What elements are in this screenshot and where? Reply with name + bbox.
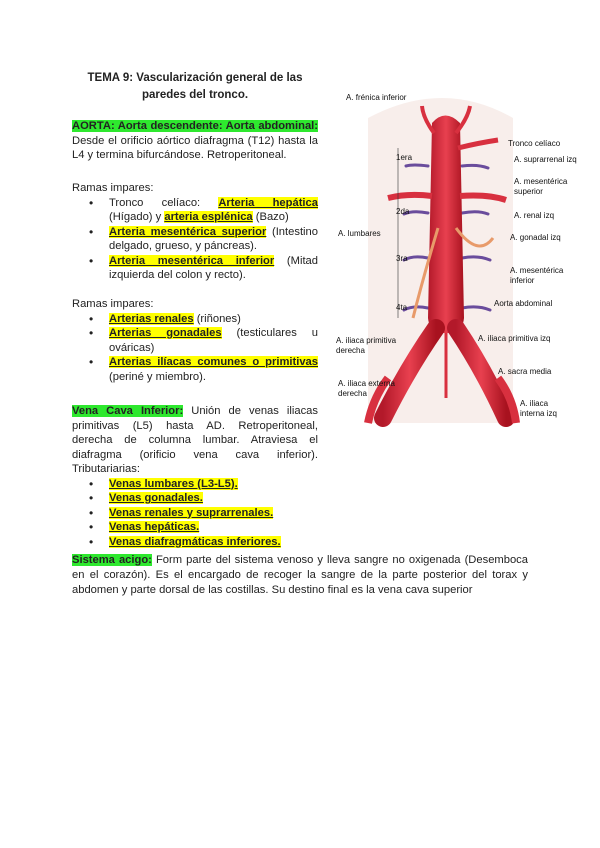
fig-label-ext-der-2: derecha bbox=[338, 389, 367, 398]
fig-label-mes-sup-1: A. mesentérica bbox=[514, 177, 568, 186]
fig-label-l1: 1era bbox=[396, 153, 413, 162]
list-item: • Venas diafragmáticas inferiores. bbox=[109, 535, 318, 550]
ramas-pares-section bbox=[72, 297, 318, 384]
list-item: • Venas gonadales. bbox=[109, 491, 318, 506]
ramas-impares-section bbox=[72, 181, 318, 283]
fig-label-iliaca-der-1: A. iliaca primitiva bbox=[336, 336, 397, 345]
fig-label-sacra: A. sacra media bbox=[498, 367, 552, 376]
list-item: • Arterias ilíacas comunes o primitivas (periné y miembro). bbox=[109, 355, 318, 384]
fig-label-int-izq-2: interna izq bbox=[520, 409, 557, 418]
vena-cava-heading: Vena Cava Inferior: bbox=[72, 405, 184, 417]
aorta-desc: Desde el orificio aórtico diafragma (T12) hasta la L4 y termina bifurcándose. Retroperitoneal. bbox=[72, 134, 318, 161]
list-item: • Venas renales y suprarrenales. bbox=[109, 506, 318, 521]
acigo-section bbox=[72, 553, 528, 598]
aorta-section bbox=[72, 119, 318, 163]
fig-label-mes-sup-2: superior bbox=[514, 187, 543, 196]
list-item: • Venas lumbares (L3-L5). bbox=[109, 477, 318, 492]
ramas-pares-list bbox=[72, 312, 318, 385]
fig-label-tronco: Tronco celíaco bbox=[508, 139, 561, 148]
ramas-impares-label: Ramas impares: bbox=[72, 182, 154, 194]
vena-cava-section bbox=[72, 404, 318, 549]
list-item: • Tronco celíaco: Arteria hepática (Hígado) y arteria esplénica (Bazo) bbox=[109, 196, 318, 225]
fig-label-lumbares: A. lumbares bbox=[338, 229, 381, 238]
list-item: • Arteria mesentérica inferior (Mitad izquierda del colon y recto). bbox=[109, 254, 318, 283]
fig-label-frenica: A. frénica inferior bbox=[346, 93, 407, 102]
title-line-1: TEMA 9: Vascularización general de las bbox=[87, 72, 303, 84]
fig-label-iliaca-izq: A. iliaca primitiva izq bbox=[478, 334, 551, 343]
fig-label-int-izq-1: A. iliaca bbox=[520, 399, 549, 408]
title-line-2: paredes del tronco. bbox=[141, 89, 249, 101]
fig-label-mes-inf-1: A. mesentérica bbox=[510, 266, 564, 275]
fig-label-l2: 2da bbox=[396, 207, 410, 216]
fig-label-aorta-abd: Aorta abdominal bbox=[494, 299, 553, 308]
vena-cava-desc: Unión de venas iliacas primitivas (L5) hasta AD. Retroperitoneal, derecha de columna lumbar. Atraviesa el diafragma (orificio vena cava inferior). Tributariarias: bbox=[72, 405, 318, 475]
fig-label-l4: 4ta bbox=[396, 303, 408, 312]
fig-label-l3: 3ra bbox=[396, 254, 408, 263]
list-item: • Arteria mesentérica superior (Intestino delgado, grueso, y páncreas). bbox=[109, 225, 318, 254]
ramas-pares-label: Ramas impares: bbox=[72, 298, 154, 310]
list-item: • Venas hepáticas. bbox=[109, 520, 318, 535]
fig-label-ext-der-1: A. iliaca externa bbox=[338, 379, 395, 388]
aorta-illustration bbox=[328, 78, 577, 433]
list-item: • Arterias renales (riñones) bbox=[109, 312, 318, 327]
fig-label-mes-inf-2: inferior bbox=[510, 276, 535, 285]
page-title bbox=[70, 70, 320, 104]
ramas-impares-list bbox=[72, 196, 318, 283]
aorta-heading: AORTA: Aorta descendente: Aorta abdominal: bbox=[72, 120, 318, 132]
fig-label-suprarrenal: A. suprarrenal izq bbox=[514, 155, 577, 164]
acigo-desc: Form parte del sistema venoso y lleva sangre no oxigenada (Desemboca en el corazón). Es el encargado de recoger la sangre de la parte posterior del torax y abdomen y parte dorsal de las costillas. Su destino final es la vena cava superior bbox=[72, 554, 528, 596]
fig-label-gonadal: A. gonadal izq bbox=[510, 233, 561, 242]
vena-cava-list bbox=[72, 477, 318, 550]
fig-label-iliaca-der-2: derecha bbox=[336, 346, 365, 355]
fig-label-renal: A. renal izq bbox=[514, 211, 555, 220]
acigo-heading: Sistema acigo: bbox=[72, 554, 152, 566]
list-item: • Arterias gonadales (testiculares u ováricas) bbox=[109, 326, 318, 355]
